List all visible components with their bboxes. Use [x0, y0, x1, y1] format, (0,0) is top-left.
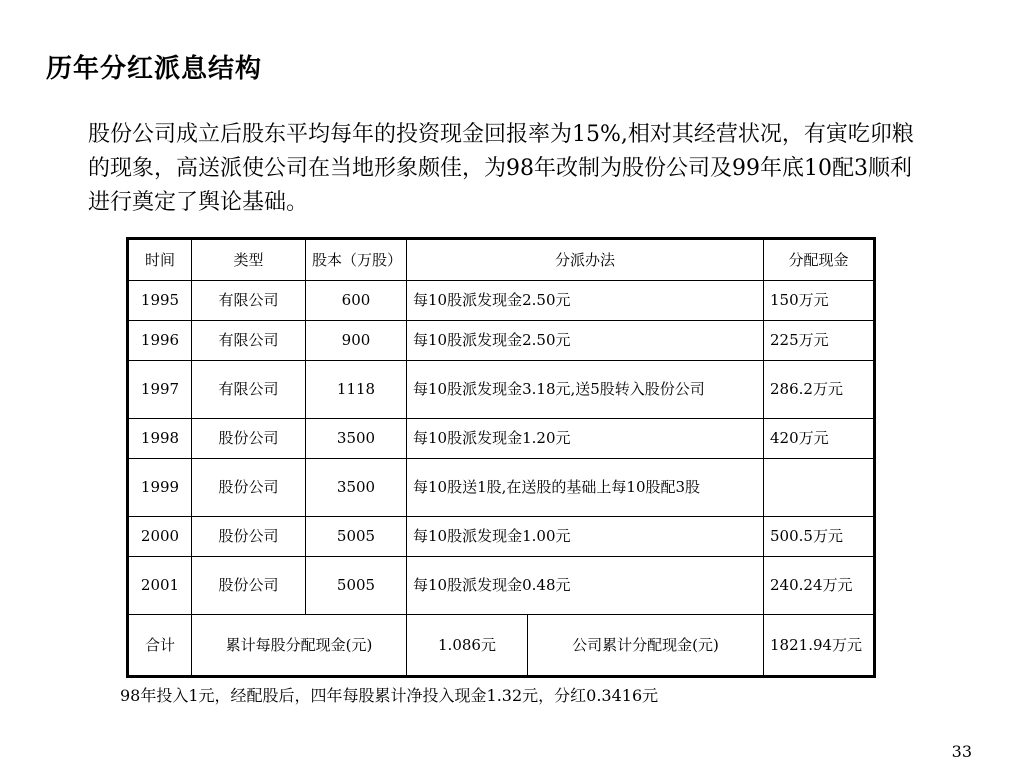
table-row — [128, 321, 875, 361]
cell-cash: 240.24万元 — [764, 557, 875, 615]
cell-method: 每10股派发现金3.18元,送5股转入股份公司 — [407, 361, 764, 419]
table-row — [128, 361, 875, 419]
intro-paragraph: 股份公司成立后股东平均每年的投资现金回报率为15%,相对其经营状况，有寅吃卯粮的现象，高送派使公司在当地形象颇佳，为98年改制为股份公司及99年底10配3顺利进行奠定了舆论基础。 — [88, 122, 914, 215]
table-row — [128, 557, 875, 615]
table-row — [128, 517, 875, 557]
cell-cash: 150万元 — [764, 281, 875, 321]
cell-method: 每10股派发现金0.48元 — [407, 557, 764, 615]
header-shares: 股本（万股） — [306, 239, 407, 281]
cell-shares: 600 — [306, 281, 407, 321]
dividend-table — [126, 237, 876, 678]
cell-type: 有限公司 — [192, 321, 306, 361]
cell-year: 1995 — [128, 281, 192, 321]
cell-cash: 420万元 — [764, 419, 875, 459]
cell-year: 1997 — [128, 361, 192, 419]
table-row — [128, 281, 875, 321]
table-row — [128, 419, 875, 459]
cell-method: 每10股派发现金1.20元 — [407, 419, 764, 459]
table-header-row — [128, 239, 875, 281]
header-time: 时间 — [128, 239, 192, 281]
cell-cash: 225万元 — [764, 321, 875, 361]
header-cash: 分配现金 — [764, 239, 875, 281]
cell-year: 1998 — [128, 419, 192, 459]
cell-cash: 286.2万元 — [764, 361, 875, 419]
cell-year: 2001 — [128, 557, 192, 615]
cell-method: 每10股派发现金1.00元 — [407, 517, 764, 557]
cell-year: 2000 — [128, 517, 192, 557]
table-total-row — [128, 615, 875, 677]
total-per-share-label: 累计每股分配现金(元) — [192, 615, 407, 677]
total-company-label: 公司累计分配现金(元) — [528, 615, 764, 677]
cell-type: 股份公司 — [192, 459, 306, 517]
cell-year: 1996 — [128, 321, 192, 361]
total-per-share-value: 1.086元 — [407, 615, 528, 677]
cell-cash — [764, 459, 875, 517]
table-row — [128, 459, 875, 517]
cell-type: 股份公司 — [192, 419, 306, 459]
cell-shares: 5005 — [306, 557, 407, 615]
cell-shares: 3500 — [306, 459, 407, 517]
cell-type: 股份公司 — [192, 517, 306, 557]
cell-type: 有限公司 — [192, 281, 306, 321]
cell-method: 每10股派发现金2.50元 — [407, 321, 764, 361]
cell-year: 1999 — [128, 459, 192, 517]
slide-title: 历年分红派息结构 — [46, 54, 263, 84]
header-type: 类型 — [192, 239, 306, 281]
cell-shares: 900 — [306, 321, 407, 361]
cell-cash: 500.5万元 — [764, 517, 875, 557]
footnote: 98年投入1元，经配股后，四年每股累计净投入现金1.32元，分红0.3416元 — [120, 686, 659, 705]
cell-shares: 3500 — [306, 419, 407, 459]
header-method: 分派办法 — [407, 239, 764, 281]
total-label: 合计 — [128, 615, 192, 677]
cell-shares: 1118 — [306, 361, 407, 419]
page-number: 33 — [951, 742, 972, 761]
cell-type: 有限公司 — [192, 361, 306, 419]
cell-method: 每10股派发现金2.50元 — [407, 281, 764, 321]
total-company-value: 1821.94万元 — [764, 615, 875, 677]
cell-method: 每10股送1股,在送股的基础上每10股配3股 — [407, 459, 764, 517]
cell-type: 股份公司 — [192, 557, 306, 615]
cell-shares: 5005 — [306, 517, 407, 557]
